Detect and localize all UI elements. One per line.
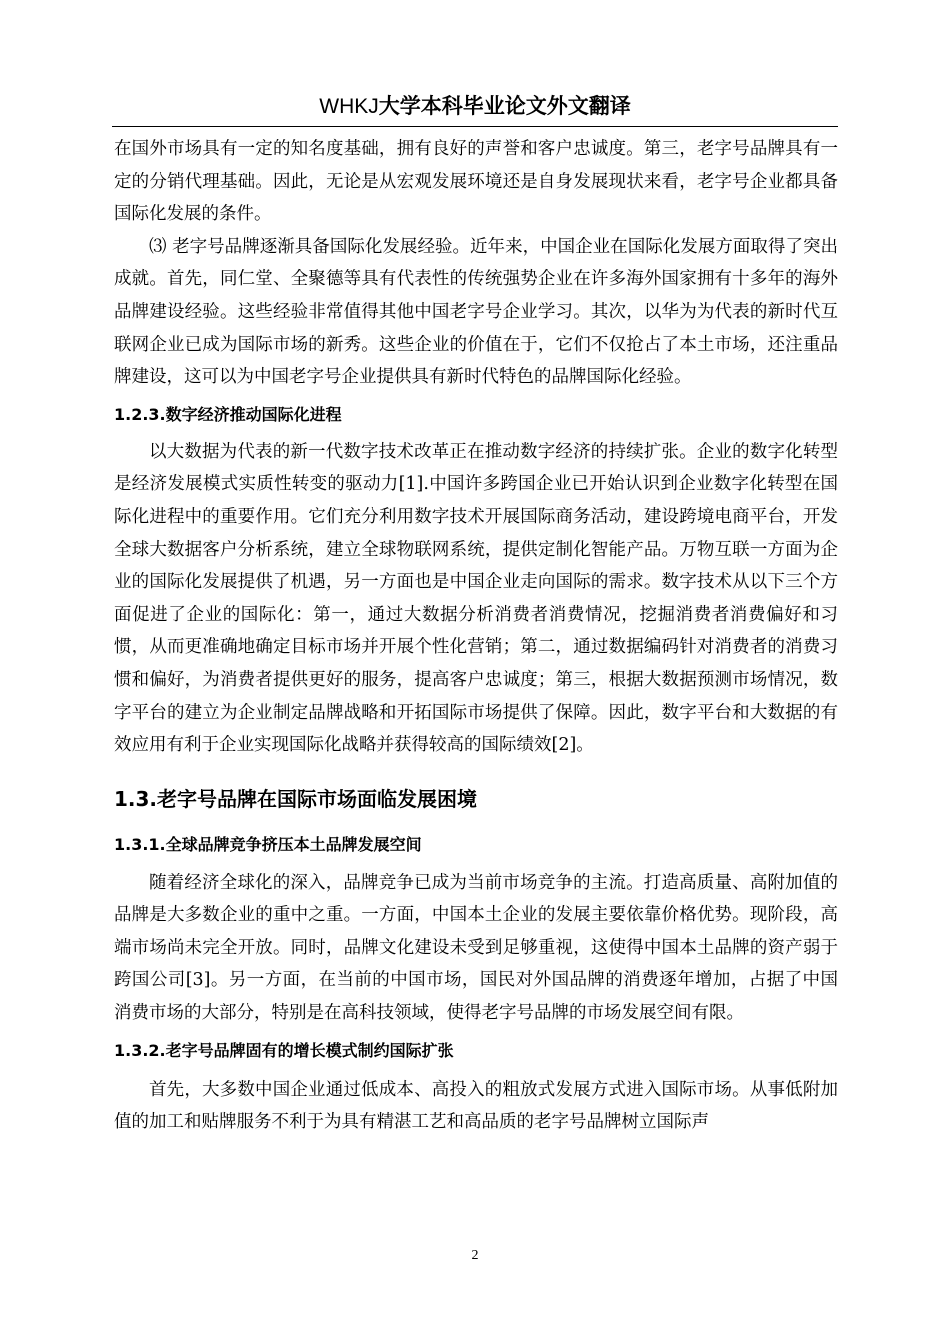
- paragraph-global-competition: 随着经济全球化的深入，品牌竞争已成为当前市场竞争的主流。打造高质量、高附加值的品牌是大多数企业的重中之重。一方面，中国本土企业的发展主要依靠价格优势。现阶段，高端市场尚未完全开放。同时，品牌文化建设未受到足够重视，这使得中国本土品牌的资产弱于跨国公司[3]。另一方面，在当前的中国市场，国民对外国品牌的消费逐年增加，占据了中国消费市场的大部分，特别是在高科技领域，使得老字号品牌的市场发展空间有限。: [114, 872, 838, 1024]
- heading-1-3: 1.3.老字号品牌在国际市场面临发展困境: [114, 786, 478, 811]
- heading-1-3-2: 1.3.2.老字号品牌固有的增长模式制约国际扩张: [114, 1040, 454, 1060]
- paragraph-continuation: 在国外市场具有一定的知名度基础，拥有良好的声誉和客户忠诚度。第三，老字号品牌具有一定的分销代理基础。因此，无论是从宏观发展环境还是自身发展现状来看，老字号企业都具备国际化发展的条件。: [114, 139, 838, 225]
- heading-1-3-1: 1.3.1.全球品牌竞争挤压本土品牌发展空间: [114, 834, 422, 854]
- paragraph-digital-economy: 以大数据为代表的新一代数字技术改革正在推动数字经济的持续扩张。企业的数字化转型是经济发展模式实质性转变的驱动力[1].中国许多跨国企业已开始认识到企业数字化转型在国际化进程中的重要作用。它们充分利用数字技术开展国际商务活动，建设跨境电商平台，开发全球大数据客户分析系统，建立全球物联网系统，提供定制化智能产品。万物互联一方面为企业的国际化发展提供了机遇，另一方面也是中国企业走向国际的需求。数字技术从以下三个方面促进了企业的国际化：第一，通过大数据分析消费者消费情况，挖掘消费者消费偏好和习惯，从而更准确地确定目标市场并开展个性化营销；第二，通过数据编码针对消费者的消费习惯和偏好，为消费者提供更好的服务，提高客户忠诚度；第三，根据大数据预测市场情况，数字平台的建立为企业制定品牌战略和开拓国际市场提供了保障。因此，数字平台和大数据的有效应用有利于企业实现国际化战略并获得较高的国际绩效[2]。: [114, 441, 838, 756]
- heading-1-2-3: 1.2.3.数字经济推动国际化进程: [114, 404, 342, 424]
- paragraph-experience: ⑶ 老字号品牌逐渐具备国际化发展经验。近年来，中国企业在国际化发展方面取得了突出成就。首先，同仁堂、全聚德等具有代表性的传统强势企业在许多海外国家拥有十多年的海外品牌建设经验。这些经验非常值得其他中国老字号企业学习。其次，以华为为代表的新时代互联网企业已成为国际市场的新秀。这些企业的价值在于，它们不仅抢占了本土市场，还注重品牌建设，这可以为中国老字号企业提供具有新时代特色的品牌国际化经验。: [114, 236, 838, 388]
- header-rule: [112, 126, 838, 127]
- page-header: [0, 92, 950, 121]
- header-title: 大学本科毕业论文外文翻译: [378, 93, 631, 118]
- document-body: [114, 133, 838, 1139]
- paragraph-growth-model: 首先，大多数中国企业通过低成本、高投入的粗放式发展方式进入国际市场。从事低附加值的加工和贴牌服务不利于为具有精湛工艺和高品质的老字号品牌树立国际声: [114, 1079, 838, 1133]
- header-code: WHKJ: [319, 95, 379, 118]
- page-number: 2: [471, 1248, 479, 1263]
